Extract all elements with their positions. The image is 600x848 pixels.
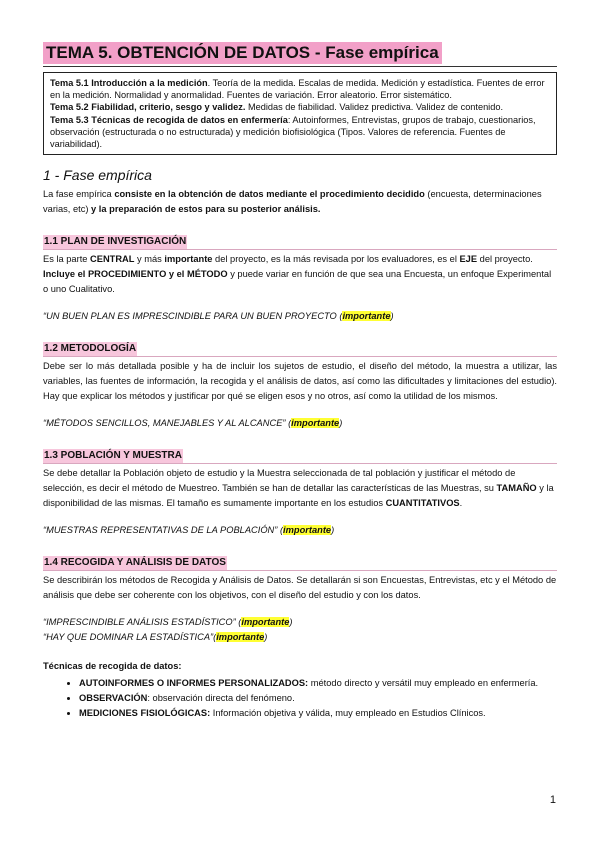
section-1-2-quote: “MÉTODOS SENCILLOS, MANEJABLES Y AL ALCANCE” (importante) (43, 418, 343, 429)
section-metodologia (43, 338, 557, 431)
section-heading-1-2: 1.2 METODOLOGÍA (44, 343, 137, 355)
section-divider (43, 249, 557, 250)
section-poblacion-muestra (43, 445, 557, 538)
summary-topic-5-2: Tema 5.2 Fiabilidad, criterio, sesgo y validez. Medidas de fiabilidad. Validez predictiva. Validez de contenido. (50, 102, 503, 113)
title-divider (43, 66, 557, 67)
summary-topic-5-3: Tema 5.3 Técnicas de recogida de datos en enfermería: Autoinformes, Entrevistas, grupos de trabajo, cuestionarios, observación (estructurada o no estructurada) y medición biofisiológica (Tipos. Valores de referencia. Fuentes de variabilidad). (50, 114, 536, 150)
document-title: TEMA 5. OBTENCIÓN DE DATOS - Fase empírica (43, 42, 557, 64)
section-1-3-quote: “MUESTRAS REPRESENTATIVAS DE LA POBLACIÓN” (importante) (43, 525, 335, 536)
tecnicas-recogida (43, 659, 557, 721)
fase-empirica-paragraph: La fase empírica consiste en la obtención de datos mediante el procedimiento decidido (encuesta, determinaciones varias, etc) y la preparación de estos para su posterior análisis. (43, 189, 542, 215)
section-heading-fase-empirica: 1 - Fase empírica (43, 167, 152, 184)
document-page (43, 42, 557, 721)
section-plan-investigacion (43, 231, 557, 324)
tecnicas-list (43, 676, 557, 721)
section-divider (43, 356, 557, 357)
importante-highlight: importante (291, 418, 340, 429)
topics-summary-box (43, 72, 557, 155)
summary-topic-5-1: Tema 5.1 Introducción a la medición. Teoría de la medida. Escalas de medida. Medición y estadística. Fuentes de error en la medición. Normalidad y anormalidad. Fuentes de variación. Error aleatorio. Error sistemático. (50, 78, 545, 101)
list-item: • MEDICIONES FISIOLÓGICAS: Información objetiva y válida, muy empleado en Estudios Clínicos. (79, 706, 557, 721)
section-1-4-quote-2: “HAY QUE DOMINAR LA ESTADÍSTICA”(importante) (43, 632, 268, 643)
page-number: 1 (549, 794, 556, 806)
importante-highlight: importante (241, 617, 290, 628)
section-1-3-paragraph: Se debe detallar la Población objeto de estudio y la Muestra seleccionada de tal población y justificar el método de selección, es decir el método de Muestreo. También se han de detallar las características de las Muestras, su TAMAÑO y la disponibilidad de las mismas. El tamaño es sumamente importante en los estudios CUANTITATIVOS. (43, 468, 554, 509)
section-heading-1-3: 1.3 POBLACIÓN Y MUESTRA (44, 450, 182, 462)
section-1-4-quote-1: “IMPRESCINDIBLE ANÁLISIS ESTADÍSTICO” (importante) (43, 617, 293, 628)
section-heading-1-4: 1.4 RECOGIDA Y ANÁLISIS DE DATOS (44, 557, 226, 569)
section-1-1-paragraph: Es la parte CENTRAL y más importante del proyecto, es la más revisada por los evaluadores, es el EJE del proyecto. Incluye el PROCEDIMIENTO y el MÉTODO y puede variar en función de que sea una Encuesta, un enfoque Experimental o uno Cualitativo. (43, 254, 552, 295)
importante-highlight: importante (342, 311, 391, 322)
list-item: • AUTOINFORMES O INFORMES PERSONALIZADOS: método directo y versátil muy empleado en enfermería. (79, 676, 557, 691)
section-1-4-paragraph: Se describirán los métodos de Recogida y Análisis de Datos. Se detallarán si son Encuestas, Entrevistas, etc y el Método de análisis que debe ser coherente con los objetivos, con el diseño del estudio y con los datos. (43, 575, 557, 601)
section-heading-1-1: 1.1 PLAN DE INVESTIGACIÓN (44, 236, 187, 248)
section-recogida-analisis (43, 552, 557, 645)
section-1-1-quote: “UN BUEN PLAN ES IMPRESCINDIBLE PARA UN BUEN PROYECTO (importante) (43, 311, 394, 322)
section-divider (43, 570, 557, 571)
tecnicas-heading: Técnicas de recogida de datos: (43, 661, 182, 672)
list-item: • OBSERVACIÓN: observación directa del fenómeno. (79, 691, 557, 706)
section-divider (43, 463, 557, 464)
importante-highlight: importante (283, 525, 332, 536)
importante-highlight: importante (216, 632, 265, 643)
section-1-2-paragraph: Debe ser lo más detallada posible y ha de incluir los sujetos de estudio, el diseño del método, la muestra a utilizar, las variables, las fuentes de información, la recogida y el análisis de datos, así como las dificultades y limitaciones del estudio). Hay que explicar los métodos y justificar por qué se eligen esos y no otros, así como la utilidad de los mismos. (43, 361, 557, 402)
